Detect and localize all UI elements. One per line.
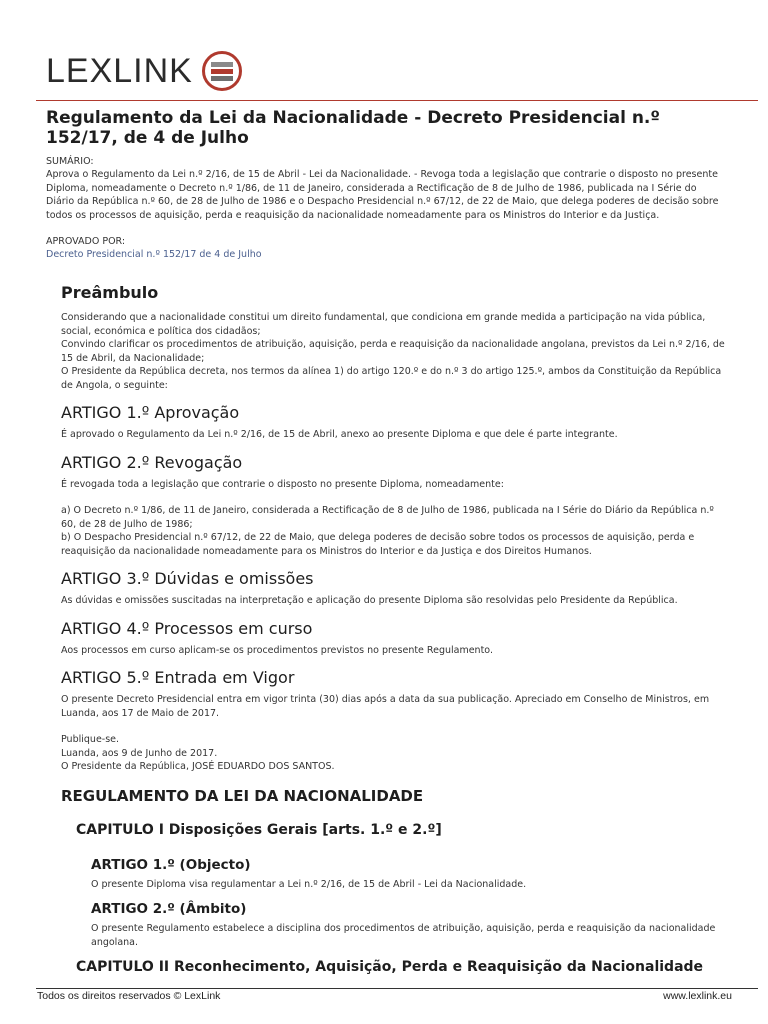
chapter-1 — [61, 820, 731, 978]
article-3-text: As dúvidas e omissões suscitadas na interpretação e aplicação do presente Diploma são resolvidas pelo Presidente da República. — [61, 595, 678, 606]
article-4-text: Aos processos em curso aplicam-se os procedimentos previstos no presente Regulamento. — [61, 644, 493, 656]
preambulo-line: Considerando que a nacionalidade constitui um direito fundamental, que condiciona em grande medida a participação na vida pública, social, económica e política dos cidadãos; — [61, 312, 706, 337]
article-3-heading: ARTIGO 3.º Dúvidas e omissões — [61, 569, 314, 588]
chapter-1-articles — [76, 856, 731, 950]
sumario-label: SUMÁRIO: — [46, 156, 94, 167]
article-2-intro: É revogada toda a legislação que contrarie o disposto no presente Diploma, nomeadamente: — [61, 478, 504, 490]
reg-article-1-text: O presente Diploma visa regulamentar a Lei n.º 2/16, de 15 de Abril - Lei da Nacionalidade. — [91, 878, 527, 890]
logo-text: LEXLINK — [46, 52, 193, 90]
lexlink-logo[interactable] — [46, 50, 243, 92]
regulamento-heading: REGULAMENTO DA LEI DA NACIONALIDADE — [61, 786, 424, 805]
footer-divider — [36, 988, 758, 989]
luanda-date: Luanda, aos 9 de Junho de 2017. — [61, 747, 218, 759]
document-content — [61, 282, 731, 977]
publique-text: Publique-se. — [61, 734, 120, 745]
website-link[interactable]: www.lexlink.eu — [663, 990, 732, 1002]
sumario-text: Aprova o Regulamento da Lei n.º 2/16, de 15 de Abril - Lei da Nacionalidade. - Revoga toda a legislação que contrarie o disposto no presente Diploma, nomeadamente o Decreto n.º 1/86, de 11 de Janeiro, considerada a Rectificação de 8 de Julho de 1986, publicada na I Série do Diário da República n.º 60, de 28 de Julho de 1986 e o Despacho Presidencial n.º 67/12, de 22 de Maio, que delega poderes de decisão sobre todos os processos de aquisição, perda e reaquisição da nacionalidade nomeadamente para os Ministros do Interior e da Justiça. — [46, 169, 719, 221]
article-1-text: É aprovado o Regulamento da Lei n.º 2/16, de 15 de Abril, anexo ao presente Diploma e que dele é parte integrante. — [61, 429, 618, 440]
reg-article-1-heading: ARTIGO 1.º (Objecto) — [91, 856, 251, 873]
article-2-item-a: a) O Decreto n.º 1/86, de 11 de Janeiro, considerada a Rectificação de 8 de Julho de 1986, publicada na I Série do Diário da República n.º 60, de 28 de Julho de 1986; — [61, 505, 714, 530]
president-signature: O Presidente da República, JOSÉ EDUARDO DOS SANTOS. — [61, 761, 335, 772]
article-4-heading: ARTIGO 4.º Processos em curso — [61, 618, 313, 638]
aprovado-block — [46, 235, 726, 262]
aprovado-link[interactable]: Decreto Presidencial n.º 152/17 de 4 de Julho — [46, 249, 262, 261]
chapter-2-heading: CAPITULO II Reconhecimento, Aquisição, Perda e Reaquisição da Nacionalidade — [76, 959, 704, 975]
header-divider — [36, 100, 758, 101]
preambulo-line: O Presidente da República decreta, nos termos da alínea 1) do artigo 120.º e do n.º 3 do artigo 125.º, ambos da Constituição da República de Angola, o seguinte: — [61, 366, 722, 391]
document-title: Regulamento da Lei da Nacionalidade - Decreto Presidencial n.º 152/17, de 4 de Julho — [46, 108, 660, 148]
copyright-text: Todos os direitos reservados © LexLink — [37, 990, 221, 1002]
preambulo-heading: Preâmbulo — [61, 283, 159, 302]
logo-emblem-icon — [201, 50, 243, 92]
preambulo-line: Convindo clarificar os procedimentos de atribuição, aquisição, perda e reaquisição da nacionalidade angolana, previstos da Lei n.º 2/16, de 15 de Abril, da Nacionalidade; — [61, 339, 725, 364]
sumario-block — [46, 155, 726, 222]
article-2-heading: ARTIGO 2.º Revogação — [61, 452, 243, 472]
article-5-heading: ARTIGO 5.º Entrada em Vigor — [61, 668, 295, 687]
reg-article-2-heading: ARTIGO 2.º (Âmbito) — [91, 901, 247, 917]
article-5-text: O presente Decreto Presidencial entra em vigor trinta (30) dias após a data da sua publicação. Apreciado em Conselho de Ministros, em Luanda, aos 17 de Maio de 2017. — [61, 694, 710, 719]
reg-article-2-text: O presente Regulamento estabelece a disciplina dos procedimentos de atribuição, aquisição, perda e reaquisição da nacionalidade angolana. — [91, 923, 716, 948]
chapter-1-heading: CAPITULO I Disposições Gerais [arts. 1.º e 2.º] — [76, 821, 442, 838]
article-2-item-b: b) O Despacho Presidencial n.º 67/12, de 22 de Maio, que delega poderes de decisão sobre todos os processos de aquisição, perda e reaquisição da nacionalidade nomeadamente para os Ministros do Interior e da Justiça e dos Direitos Humanos. — [61, 532, 695, 557]
aprovado-label: APROVADO POR: — [46, 236, 126, 247]
article-1-heading: ARTIGO 1.º Aprovação — [61, 403, 240, 422]
